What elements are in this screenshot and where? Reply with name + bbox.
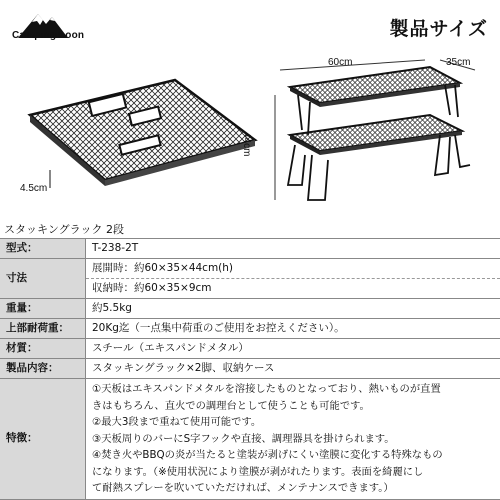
spec-label: 上部耐荷重： bbox=[0, 319, 86, 339]
spec-row-contents bbox=[0, 359, 500, 379]
spec-label: 製品内容： bbox=[0, 359, 86, 379]
feature-line: ②最大3段まで重ねて使用可能です。 bbox=[92, 416, 262, 428]
feature-line: ④焚き火やBBQの炎が当たると塗装が剥げにくい塗膜に変化する特殊なもの bbox=[92, 449, 443, 461]
folded-rack-illustration bbox=[20, 70, 260, 200]
spec-table bbox=[0, 238, 500, 500]
spec-label: 型式： bbox=[0, 239, 86, 259]
spec-value-expanded: 展開時：約60×35×44cm(h) bbox=[92, 262, 234, 274]
spec-row-material bbox=[0, 339, 500, 359]
spec-row-features bbox=[0, 379, 500, 500]
spec-value: T-238-2T bbox=[86, 239, 500, 259]
stacked-rack-illustration bbox=[250, 55, 500, 220]
feature-line: て耐熱スプレーを吹いていただければ、メンテナンスできます。） bbox=[92, 482, 394, 494]
spec-label: 寸法 bbox=[0, 259, 86, 299]
feature-line: きはもちろん、直火での調理台として使うことも可能です。 bbox=[92, 399, 370, 412]
spec-label: 特徴： bbox=[0, 379, 86, 500]
product-subtitle: スタッキングラック 2段 bbox=[4, 223, 124, 236]
spec-row-size bbox=[0, 259, 500, 299]
feature-line: になります。（※使用状況により塗膜が剥がれたります。表面を綺麗にし bbox=[92, 465, 424, 478]
spec-value: 約5.5kg bbox=[86, 299, 500, 319]
spec-value: スタッキングラック×2脚、収納ケース bbox=[86, 359, 500, 379]
spec-value-folded: 収納時：約60×35×9cm bbox=[86, 278, 500, 298]
spec-row-weight bbox=[0, 299, 500, 319]
spec-row-load bbox=[0, 319, 500, 339]
depth-label: 35cm bbox=[446, 57, 471, 68]
spec-label: 重量： bbox=[0, 299, 86, 319]
feature-line: ①天板はエキスパンドメタルを溶接したものとなっており、熱いものが直置 bbox=[92, 383, 441, 395]
page-title: 製品サイズ bbox=[389, 18, 488, 40]
brand-name: Campingmoon bbox=[12, 30, 85, 41]
feature-line: ③天板周りのバーにS字フックや直接、調理器具を掛けられます。 bbox=[92, 432, 395, 445]
width-label: 60cm bbox=[328, 57, 353, 68]
folded-height-label: 4.5cm bbox=[20, 183, 48, 194]
spec-label: 材質： bbox=[0, 339, 86, 359]
spec-value: 20Kg迄（一点集中荷重のご使用をお控えください）。 bbox=[86, 319, 500, 339]
spec-value: スチール（エキスパンドメタル） bbox=[86, 339, 500, 359]
height-label: 44cm bbox=[241, 132, 252, 157]
spec-row-model bbox=[0, 239, 500, 259]
